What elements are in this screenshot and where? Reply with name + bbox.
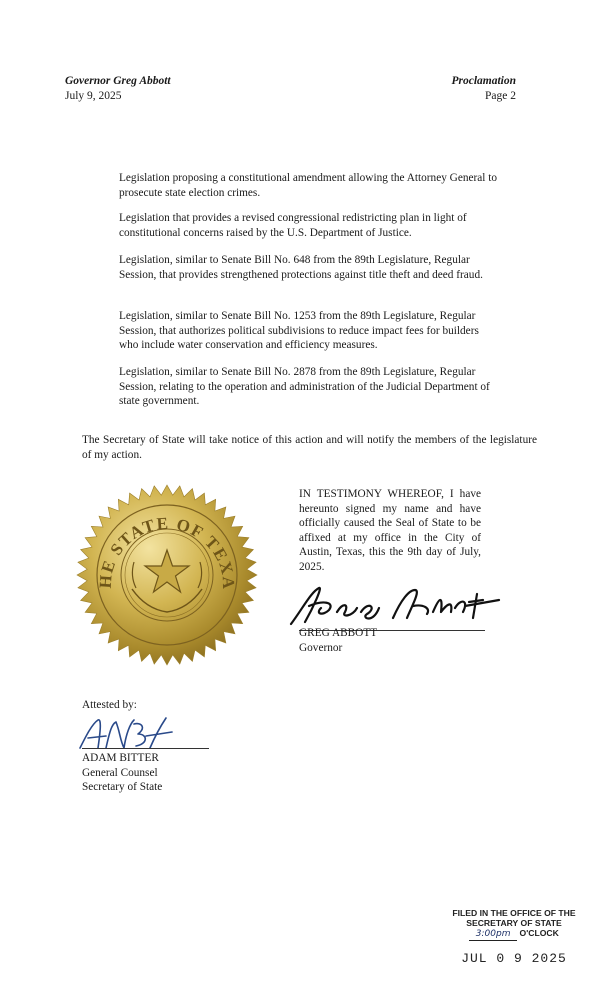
testimony-paragraph: IN TESTIMONY WHEREOF, I have hereunto signed my name and have officially caused the Seal of State to be affixed at my office in the City of Austin, Texas, this the 9th day of July, 2025. <box>299 488 481 573</box>
attested-title-2: Secretary of State <box>82 781 163 793</box>
state-seal <box>76 484 258 666</box>
agenda-item: Legislation that provides a revised congressional redistricting plan in light of constitutional concerns raised by the U.S. Department of Justice. <box>119 212 467 239</box>
agenda-item: Legislation, similar to Senate Bill No. 1253 from the 89th Legislature, Regular Session, that authorizes political subdivisions to reduce impact fees for builders who include water conservation and efficiency measures. <box>119 310 479 351</box>
document-title: Proclamation <box>451 75 516 87</box>
attestation-signature-line <box>82 748 209 749</box>
governor-signature <box>283 578 503 632</box>
state-seal-graphic <box>76 484 258 666</box>
page-number: Page 2 <box>485 90 516 102</box>
seal-text: HE STATE OF TEXA <box>95 513 239 591</box>
stamp-time: 3:00pm <box>469 929 517 941</box>
header-left <box>65 74 171 104</box>
stamp-time-row <box>448 928 580 941</box>
stamp-date: JUL 0 9 2025 <box>461 951 567 966</box>
agenda-item: Legislation, similar to Senate Bill No. 648 from the 89th Legislature, Regular Session, that provides strengthened protections against title theft and deed fraud. <box>119 254 483 281</box>
filing-stamp <box>448 909 580 967</box>
stamp-line-2: SECRETARY OF STATE <box>466 917 562 928</box>
attested-title-1: General Counsel <box>82 767 158 779</box>
agenda-item: Legislation, similar to Senate Bill No. 2878 from the 89th Legislature, Regular Session, relating to the operation and administration of the Judicial Department of state government. <box>119 366 490 407</box>
header-date: July 9, 2025 <box>65 90 122 102</box>
governor-name-header: Governor Greg Abbott <box>65 75 171 87</box>
agenda-item: Legislation proposing a constitutional amendment allowing the Attorney General to prosecute state election crimes. <box>119 172 498 199</box>
attested-name: ADAM BITTER <box>82 752 159 764</box>
governor-signature-graphic <box>283 578 503 632</box>
stamp-oclock: O'CLOCK <box>519 928 559 938</box>
header-right <box>420 74 516 104</box>
attested-label: Attested by: <box>82 699 137 711</box>
stamp-line-1: FILED IN THE OFFICE OF THE <box>452 908 576 918</box>
governor-title: Governor <box>299 642 343 654</box>
notice-paragraph: The Secretary of State will take notice of this action and will notify the members of the legislature of my action. <box>82 434 537 461</box>
governor-name: GREG ABBOTT <box>299 627 378 639</box>
